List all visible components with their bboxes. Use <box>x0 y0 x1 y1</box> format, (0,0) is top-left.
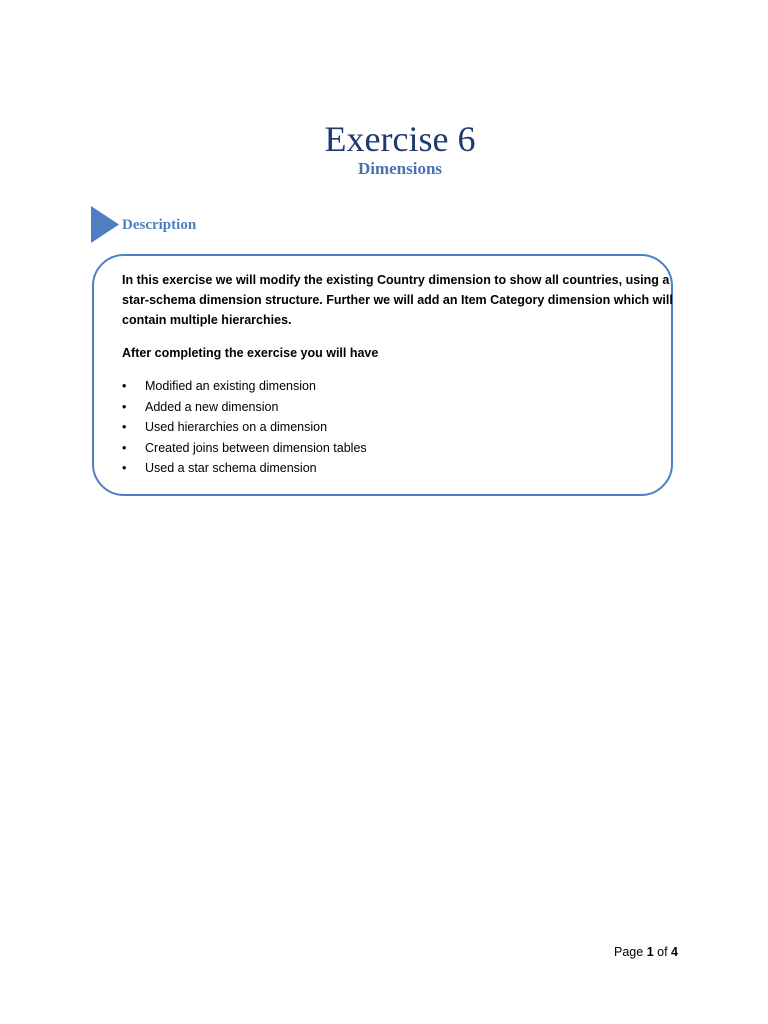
list-item-text: Modified an existing dimension <box>145 379 316 393</box>
list-item-text: Used a star schema dimension <box>145 461 317 476</box>
bullet-icon: • <box>122 440 127 455</box>
list-item-text: Created joins between dimension tables <box>145 440 367 455</box>
list-item <box>122 376 367 397</box>
list-item <box>122 438 367 459</box>
list-item-text: Used hierarchies on a dimension <box>145 420 328 435</box>
page-number <box>614 943 678 961</box>
list-item <box>122 458 367 479</box>
bullet-icon: • <box>122 399 127 414</box>
outcomes-list <box>122 376 367 479</box>
page-of: of <box>657 945 668 959</box>
section-heading: Description <box>122 217 197 233</box>
page-title: Exercise 6 <box>324 119 476 159</box>
page-current: 1 <box>646 945 654 959</box>
list-item-text: Added a new dimension <box>145 399 279 414</box>
page-label: Page <box>614 945 644 959</box>
outcomes-heading: After completing the exercise you will have <box>122 346 379 360</box>
bullet-icon: • <box>122 379 127 393</box>
list-item <box>122 397 367 418</box>
section-arrow-icon <box>91 206 119 243</box>
intro-paragraph: In this exercise we will modify the existing Country dimension to show all countries, using a star-schema dimension structure. Further we will add an Item Category dimension which will contain multiple hierarchies. <box>122 273 673 327</box>
page-total: 4 <box>671 945 678 959</box>
page-subtitle: Dimensions <box>357 159 443 178</box>
bullet-icon: • <box>122 420 127 435</box>
bullet-icon: • <box>122 461 127 476</box>
list-item <box>122 417 367 438</box>
